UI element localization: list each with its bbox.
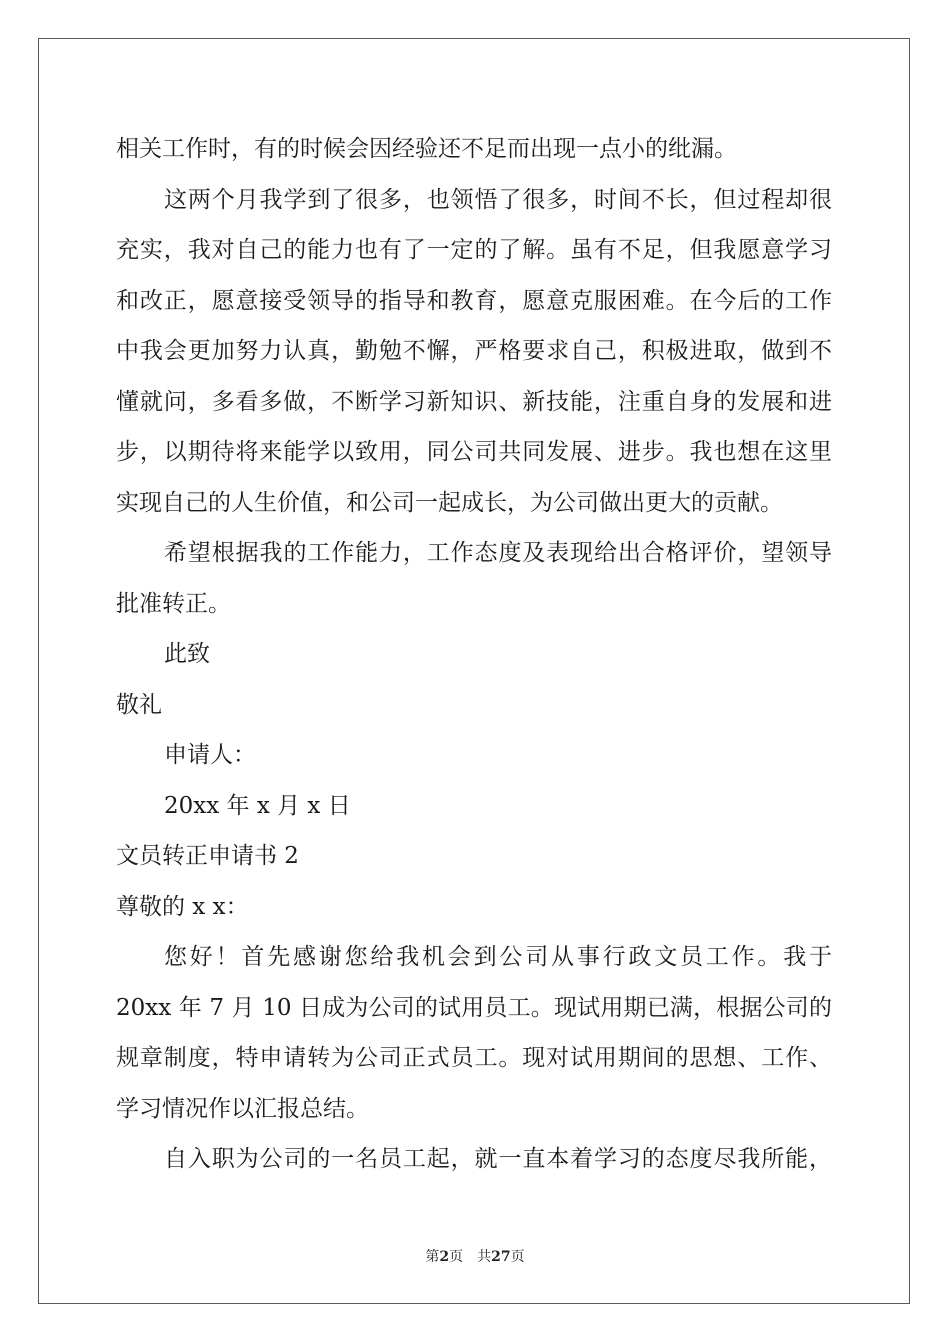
section-title: 文员转正申请书 2 — [116, 843, 299, 869]
text-line: 20xx 年 7 月 10 日成为公司的试用员工。现试用期已满，根据公司的 — [116, 994, 832, 1021]
text-line: 中我会更加努力认真，勤勉不懈，严格要求自己，积极进取，做到不 — [116, 338, 832, 364]
text-line: 学习情况作以汇报总结。 — [116, 1095, 369, 1122]
text-line: 规章制度，特申请转为公司正式员工。现对试用期间的思想、工作、 — [116, 1045, 832, 1071]
text-line: 步，以期待将来能学以致用，同公司共同发展、进步。我也想在这里 — [116, 439, 832, 465]
text-line: 充实，我对自己的能力也有了一定的了解。虽有不足，但我愿意学习 — [116, 237, 832, 263]
page-suffix: 页 — [510, 1249, 525, 1265]
page-current: 2 — [439, 1249, 450, 1265]
text-line: 懂就问，多看多做，不断学习新知识、新技能，注重自身的发展和进 — [116, 388, 832, 415]
text-line: 相关工作时，有的时候会因经验还不足而出现一点小的纰漏。 — [116, 136, 737, 162]
text-line: 您好！首先感谢您给我机会到公司从事行政文员工作。我于 — [164, 944, 832, 970]
salutation-line: 敬礼 — [116, 691, 162, 718]
closing-line: 此致 — [164, 641, 210, 667]
text-line: 自入职为公司的一名员工起，就一直本着学习的态度尽我所能， — [164, 1146, 832, 1172]
greeting-line: 尊敬的 x x： — [116, 893, 249, 920]
page-prefix: 第 — [425, 1249, 440, 1265]
text-line: 希望根据我的工作能力，工作态度及表现给出合格评价，望领导 — [164, 540, 832, 566]
page-number — [0, 1246, 950, 1266]
page-total: 27 — [491, 1249, 511, 1265]
text-line: 和改正，愿意接受领导的指导和教育，愿意克服困难。在今后的工作 — [116, 287, 832, 314]
page-mid: 页 共 — [449, 1249, 492, 1265]
document-body — [116, 124, 832, 1185]
applicant-line: 申请人： — [164, 742, 256, 768]
text-line: 这两个月我学到了很多，也领悟了很多，时间不长，但过程却很 — [164, 186, 832, 213]
text-line: 实现自己的人生价值，和公司一起成长，为公司做出更大的贡献。 — [116, 489, 783, 516]
date-line: 20xx 年 x 月 x 日 — [164, 792, 351, 819]
text-line: 批准转正。 — [116, 590, 231, 617]
